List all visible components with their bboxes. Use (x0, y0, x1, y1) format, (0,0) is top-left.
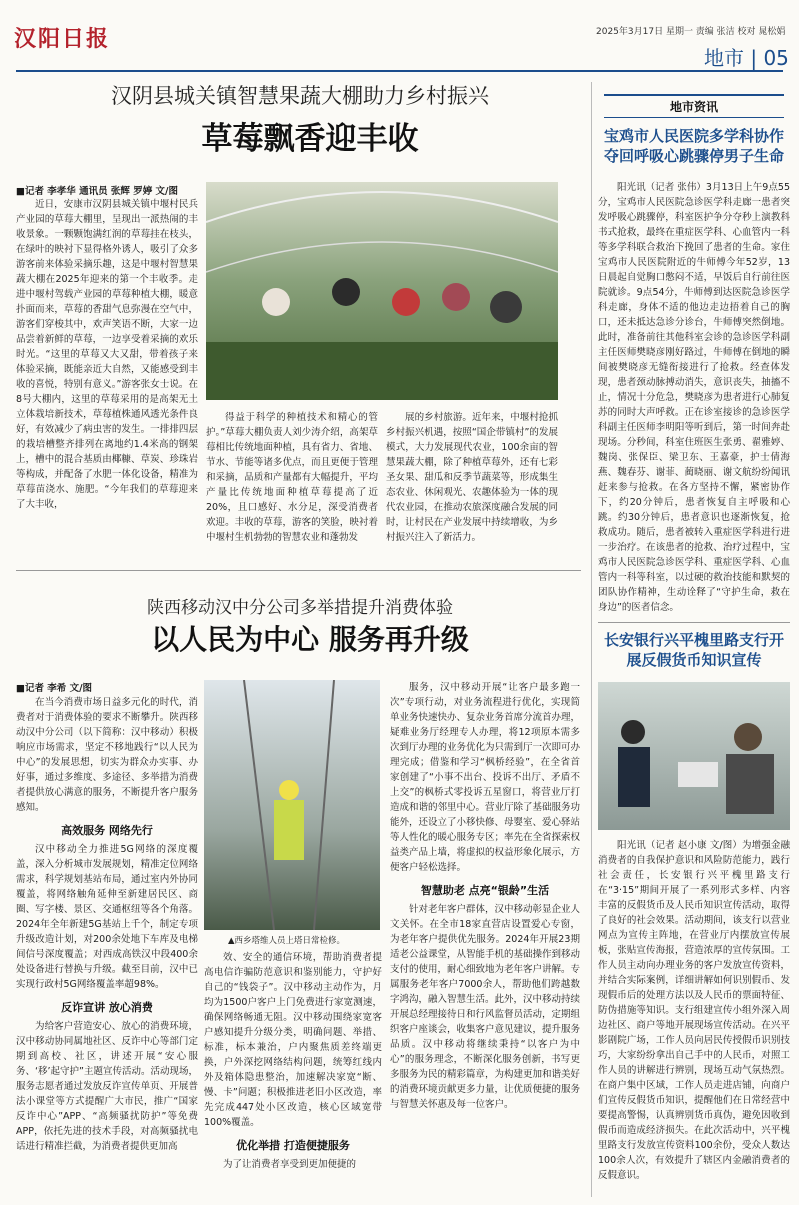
subhead-anti-fraud: 反诈宣讲 放心消费 (61, 1001, 153, 1014)
article1-column-1 (16, 197, 198, 562)
sidebar-label: 地市资讯 (604, 94, 784, 118)
article1-kicker: 汉阴县城关镇智慧果蔬大棚助力乡村振兴 (111, 84, 489, 108)
strawberry-greenhouse-photo (206, 182, 558, 400)
article1-column-3 (386, 410, 558, 560)
bank-illustration (598, 682, 790, 830)
article2-col3-text: 服务，汉中移动开展“让客户最多跑一次”专项行动，对业务流程进行优化，实现简单业务快速快办、复杂业务首席分流首办理，疑难业务厅经理专人办理，将12项原本需多次到厅办理的业务优化为只需到厅一次即可办理完成；借鉴和学习“枫桥经验”，在全省首家创建了“小事不出台、投诉不出厅、矛盾不上交”的枫桥式零投诉五星窗口，将营业厅打造成和谐的邻里中心。营业厅除了基础服务功能外，还设立了小移快修、母婴室、爱心驿站等人性化的暖心服务专区；率先在全省探索权益类产品上墙，将虚拟的权益形象化展示，方便客户轻松选择。 (390, 682, 580, 873)
sidebar-story1-title: 宝鸡市人民医院多学科协作夺回呼吸心跳骤停男子生命 (603, 127, 784, 165)
top-rule (16, 70, 783, 72)
sidebar-story2-body: 阳光讯（记者 赵小康 文/图）为增强金融消费者的自我保护意识和风险防范能力，践行社会责任，长安银行兴平槐里路支行在“3·15”期间开展了一系列形式多样、内容丰富的反假货币及人民币知识宣传活动，取得了良好的社会效果。活动期间，该支行以营业网点为宣传主阵地，在营业厅内摆放宣传展板，张贴宣传海报，营造浓厚的宣传氛围。工作人员主动向办理业务的客户发放宣传资料，并结合实际案例，详细讲解如何识别假币、发现假币后的处理方法以及人民币的票面特征、防伪措施等知识。支行组建宣传小组外深入周边社区、商户等地开展现场宣传活动。在兴平影剧院广场，工作人员向居民传授假币识别技巧，大家纷纷拿出自己手中的人民币，对照工作人员的讲解进行辨别，现场互动气氛热烈。在商户集中区域，工作人员走进店铺，向商户们宣传反假货币知识，提醒他们在日常经营中要提高警惕，认真辨别货币真伪，避免因收到假币而造成经济损失。在此次活动中，兴平槐里路支行发放宣传资料100余份，受众人数达100余人次，有效提升了辖区内金融消费者的反假意识。 (598, 840, 790, 1181)
article2-elderly-text: 针对老年客户群体，汉中移动彰显企业人文关怀。在全市18家直营店设置爱心专窗，为老年客户提供优先服务。2024年开展23期适老公益课堂，从智能手机的基础操作到移动支付的使用，耐心细致地为老年客户讲解。专属服务老年客户7000余人，帮助他们跨越数字鸿沟，融入智慧生活。此外，汉中移动持续开展总经理接待日和行风监督员活动，定期组织客户座谈会，收集客户意见建议，提升服务品质。汉中移动将继续秉持“以客户为中心”的服务理念，不断深化服务创新，书写更多服务为民的精彩篇章，为构建更加和谐美好的消费环境贡献更多力量，让优质便捷的服务与智慧关怀惠及每一位客户。 (390, 904, 580, 1110)
article2-antifraud-text: 为给客户营造安心、放心的消费环境，汉中移动协同属地社区、反诈中心等部门定期到高校、社区，讲述开展“安心服务、‘移’起守护”主题宣传活动。活动现场，服务志愿者通过发放反诈宣传单页、开展普法小课堂等方式提醒广大市民，推广“国家反诈中心”APP、“高频骚扰防护”等免费APP，依托先进的技术手段，对高频骚扰电话进行精准拦截，为消费者提供更加高 (16, 1021, 198, 1152)
article2-convenience-text: 为了让消费者享受到更加便捷的 (223, 1159, 357, 1170)
article2-title: 以人民为中心 服务再升级 (151, 623, 469, 656)
article1-title: 草莓飘香迎丰收 (201, 121, 419, 157)
article2-column-1 (16, 695, 198, 1195)
article2-network-text: 汉中移动全力推进5G网络的深度覆盖，深入分析城市发展规划，精准定位网络需求，科学规划基站布局，通过室内外协同覆盖，将网络触角延伸至新建居民区、商圈、写字楼、景区、交通枢纽等各个角落。2024年全年新建5G基站上千个，制定专项升级改造计划，对200余处地下车库及电梯间信号深度覆盖；对西成高铁汉中段400余处设备进行替换与升级。截至目前，汉中已实现行政村5G网络覆盖率超98%。 (16, 844, 198, 990)
article2-column-3 (390, 680, 580, 1195)
article2-kicker: 陕西移动汉中分公司多举措提升消费体验 (147, 598, 453, 618)
article2-intro: 在当今消费市场日益多元化的时代，消费者对于消费体验的要求不断攀升。陕西移动汉中分公司（以下简称：汉中移动）积极响应市场需求，坚定不移地践行“以人民为中心”的发展思想，切实为群众办实事、办好事，通过多维度、多途径、多举措为消费者提供放心满意的服务，不断提升客户服务感知。 (16, 697, 198, 813)
tower-illustration (204, 680, 380, 930)
article1-byline: ■记者 李孝华 通讯员 张辉 罗婷 文/图 (16, 186, 178, 197)
article1-col3-text: 展的乡村旅游。近年来，中堰村抢抓乡村振兴机遇，按照“国企带镇村”的发展模式，大力发展现代农业，100余亩的智慧果蔬大棚，除了种植草莓外，还有七彩圣女果、甜瓜和反季节蔬菜等，形成集生态农业、休闲观光、农趣体验为一体的现代农业园，在推动农旅深度融合发展的同时，让村民在产业发展中持续增收，为乡村振兴注入了新活力。 (386, 412, 558, 543)
sidebar-separator (598, 622, 790, 623)
tower-maintenance-photo (204, 680, 380, 930)
article1-col2-text: 得益于科学的种植技术和精心的管护。”草莓大棚负责人刘少涛介绍，高架草莓相比传统地面种植，具有省力、省地、节水、节能等诸多优点，而且更便于管理和采摘，品质和产量都有大幅提升，平均产量比传统地面种植草莓提高了近20%，且口感好、水分足，深受消费者欢迎。丰收的草莓，游客的笑脸，映衬着中堰村生机勃勃的智慧农业和蓬勃发 (206, 412, 378, 543)
bank-promotion-photo (598, 682, 790, 830)
newspaper-logo: 汉阳日报 (14, 26, 111, 52)
tower-photo-caption: ▲西乡塔维人员上塔日常检修。 (228, 936, 346, 946)
article2-byline: ■记者 李希 文/图 (16, 683, 93, 694)
greenhouse-illustration (206, 182, 558, 400)
sidebar-story1-body: 阳光讯（记者 张伟）3月13日上午9点55分，宝鸡市人民医院急诊医学科走廊一患者突发呼吸心跳骤停，科室医护争分夺秒上演教科书式抢救，最终在重症医学科、心血管内一科等多学科联合救治下挽回了患者的生命。家住宝鸡市人民医院附近的牛师傅今年52岁，13日晨起自觉胸口憋闷不适，早饭后自行前往医院就诊。9点54分，牛师傅到达医院急诊医学科走廊，身体不适的他边走边捂着自己的胸口，还未抵达急诊分诊台，牛师傅突然倒地。此时，准备前往其他科室会诊的急诊医学科副主任医师樊晓彦刚好路过，牛师傅在倒地的瞬间被樊晓彦无缝衔接进行了抢救。经查体发现，患者颈动脉搏动消失，意识丧失，抽搐不止，情况十分危急，樊晓彦为患者进行心肺复苏的同时大声呼救。正在诊室接诊的急诊医学科副主任医师李明阳等听到后，第一时间奔赴现场。分秒间，科室住班医生张勇、翟雅婷、魏岗、张保臣、梁卫东、王嘉豪，护士倩海燕、魏春芬、谢菲、蔺晓丽、谢文航纷纷闻讯赶来参与抢救。在各方坚持不懈，紧密协作下，约20分钟后，患者恢复自主呼吸和心跳。约30分钟后，患者意识也逐渐恢复，抢救成功。随后，患者被转入重症医学科进行进一步治疗。在该患者的抢救、治疗过程中，宝鸡市人民医院急诊医学科、重症医学科、心血管内一科等科室，以过硬的救治技能和默契的团队协作精神，生动诠释了“守护生命，救在身边”的医者信念。 (598, 182, 790, 613)
sidebar-story1 (598, 180, 790, 620)
sidebar-rule (591, 82, 592, 1197)
article2-col2-text: 效、安全的通信环境，帮助消费者提高电信诈骗防范意识和鉴别能力，守护好自己的“钱袋子”。汉中移动主动作为，月均为1500户客户上门免费进行家宽测速，确保网络畅通无阻。汉中移动围绕家宽客户感知提升分级分类，明确问题、举措、标准，标本兼治，户内聚焦质差终端更换，户外深挖网络结构问题，统筹红线内外及箱体隐患整治，加速解决家宽“断、慢、卡”问题；积极推进老旧小区改造，率先完成447处小区改造，核心区域宽带100%覆盖。 (204, 952, 382, 1128)
sidebar-story2-title: 长安银行兴平槐里路支行开展反假货币知识宣传 (603, 631, 784, 669)
article1-col1-text: 近日，安康市汉阴县城关镇中堰村民兵产业园的草莓大棚里，呈现出一派热闹的丰收景象。一颗颗饱满红润的草莓挂在枝头，在绿叶的映衬下显得格外诱人，吸引了众多游客前来体验采摘乐趣，这是中堰村智慧果蔬大棚在2025年迎来的第一个丰收季。走进中堰村驾载产业园的草莓种植大棚，暖意扑面而来，草莓的香甜气息弥漫在空气中，游客们穿梭其中，欢声笑语不断，大家一边品尝着新鲜的草莓，一边享受着采摘的欢乐时光。“这里的草莓又大又甜，带着孩子来体验采摘，既能亲近大自然，又能感受到丰收的喜悦，特别有意义。”游客张女士说。在8号大棚内，这里的草莓采用的是高架无土立体栽培新技术，草莓植株通风透光条件良好，有效减少了病虫害的发生。一排排四层的栽培槽整齐排列在离地约1.4米高的钢架上，槽中的混合基质由椰糠、草炭、珍珠岩等构成，并配备了水肥一体化设备，精准为草莓苗浇水、施肥。“今年我们的草莓迎来了大丰收， (16, 199, 198, 510)
subhead-convenience: 优化举措 打造便捷服务 (236, 1139, 350, 1152)
article2-column-2 (204, 950, 382, 1195)
dateline: 2025年3月17日 星期一 责编 张洁 校对 晁松娟 (596, 27, 786, 37)
section-label: 地市 | 05 (704, 46, 789, 70)
sidebar-story2 (598, 838, 790, 1198)
subhead-network: 高效服务 网络先行 (61, 824, 153, 837)
subhead-elderly: 智慧助老 点亮“银龄”生活 (420, 884, 550, 897)
article-separator (16, 570, 581, 571)
article1-column-2 (206, 410, 378, 560)
